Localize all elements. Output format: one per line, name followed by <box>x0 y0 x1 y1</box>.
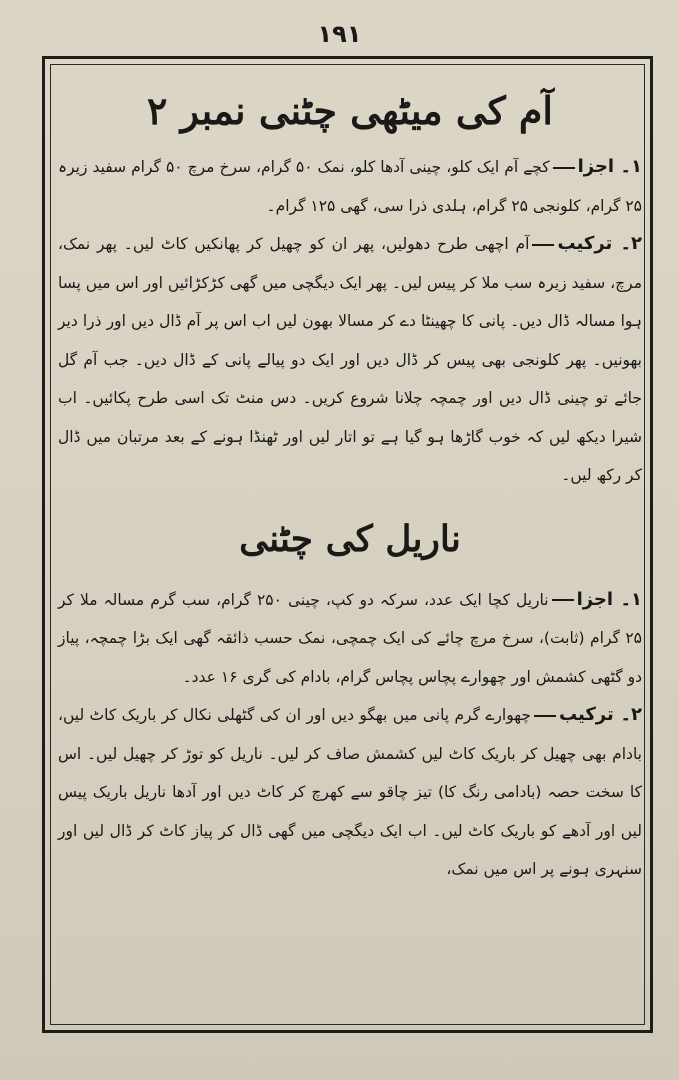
method-label: ۲۔ ترکیب <box>557 233 642 254</box>
dash-separator <box>532 244 554 246</box>
method-label: ۲۔ ترکیب <box>558 704 642 725</box>
ingredients-text: کچے آم ایک کلو، چینی آدھا کلو، نمک ۵۰ گرام، سرخ مرچ ۵۰ گرام سفید زیرہ ۲۵ گرام، کلونجی ۲۵ گرام، ہلدی ذرا سی، گھی ۱۲۵ گرام۔ <box>58 158 642 215</box>
method-text: آم اچھی طرح دھولیں، پھر ان کو چھیل کر پھانکیں کاٹ لیں۔ پھر نمک، مرچ، سفید زیرہ سب ملا کر پیس لیں۔ پھر ایک دیگچی میں گھی کڑکڑائیں اور اس میں پسا ہوا مسالہ ڈال دیں۔ پانی کا چھینٹا دے کر مسالا بھون لیں اب اس پر آم ڈال دیں اور ذرا دیر بھونیں۔ پھر کلونجی بھی پیس کر ڈال دیں اور ایک دو پیالے پانی کے ڈال دیں۔ جب آم گل جائے تو چینی ڈال دیں اور چمچہ چلانا شروع کریں۔ دس منٹ تک اسی طرح پکائیں۔ اب شیرا دیکھ لیں کہ خوب گاڑھا ہو گیا ہے تو اتار لیں اور ٹھنڈا ہونے کے بعد مرتبان میں ڈال کر رکھ لیں۔ <box>58 235 642 484</box>
recipe-title-mango-chutney: آم کی میٹھی چٹنی نمبر ۲ <box>147 88 553 133</box>
recipe-title-coconut-chutney: ناریل کی چٹنی <box>239 517 461 560</box>
method-text: چھوارے گرم پانی میں بھگو دیں اور ان کی گٹھلی نکال کر باریک کاٹ لیں، بادام بھی چھیل کر باریک کاٹ لیں کشمش صاف کر لیں۔ ناریل کو توڑ کر چھیل لیں۔ اس کا سخت حصہ (بادامی رنگ کا) تیز چاقو سے کھرچ کر کاٹ دیں اور آدھا ناریل باریک پیس لیں اور آدھے کو باریک کاٹ لیں۔ اب ایک دیگچی میں گھی ڈال کر پیاز کاٹ کر ڈال لیں اور سنہری ہونے پر اس میں نمک، <box>58 706 642 878</box>
ingredients-label: ۱۔ اجزا <box>577 156 642 177</box>
method-paragraph-2 <box>58 696 642 889</box>
page-number: ۱۹۱ <box>317 20 362 48</box>
ingredients-label: ۱۔ اجزا <box>576 588 642 610</box>
ingredients-paragraph-2 <box>58 581 642 697</box>
dash-separator <box>534 715 556 717</box>
ingredients-paragraph-1 <box>58 148 642 225</box>
method-paragraph-1 <box>58 225 642 495</box>
ingredients-text: ناریل کچا ایک عدد، سرکہ دو کپ، چینی ۲۵۰ گرام، سب گرم مسالہ ملا کر ۲۵ گرام (ثابت)، سرخ مرچ چائے کی ایک چمچی، نمک حسب ذائقہ گھی ایک بڑا چمچہ، پیاز دو گٹھی کشمش اور چھوارے پچاس پچاس گرام، بادام کی گری ۱۶ عدد۔ <box>58 590 642 686</box>
page-content <box>58 80 642 889</box>
dash-separator <box>553 167 575 169</box>
dash-separator <box>552 599 574 601</box>
